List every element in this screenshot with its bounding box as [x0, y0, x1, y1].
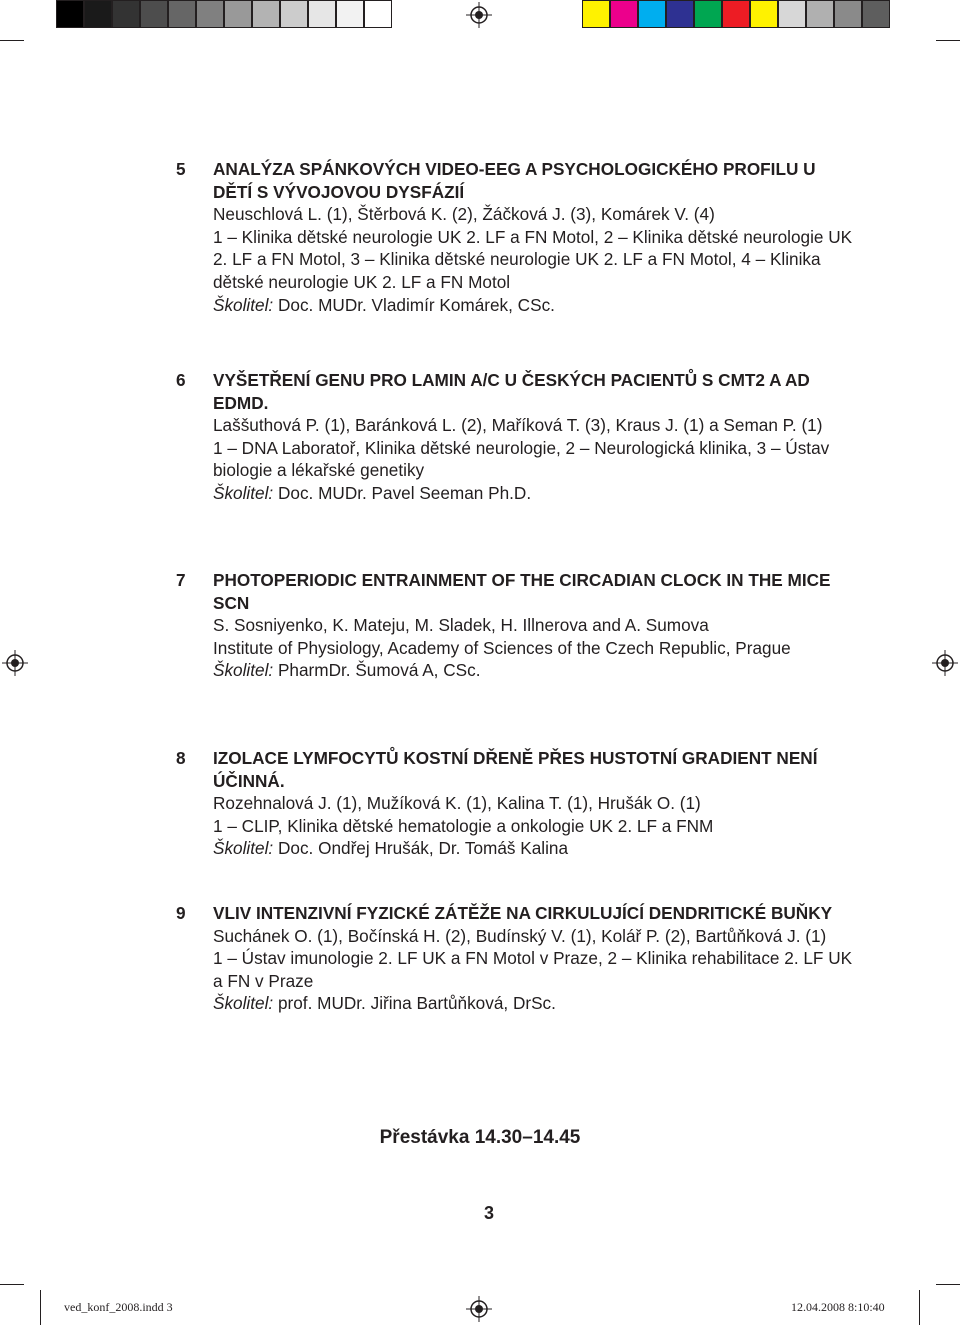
entry-authors: Neuschlová L. (1), Štěrbová K. (2), Žáčková J. (3), Komárek V. (4)	[213, 204, 715, 225]
program-entry	[176, 747, 856, 860]
entry-supervisor	[213, 294, 856, 317]
program-entry	[176, 158, 856, 316]
color-swatch	[694, 0, 722, 28]
entry-affiliation: 1 – Klinika dětské neurologie UK 2. LF a FN Motol, 2 – Klinika dětské neurologie UK 2. LF a FN Motol, 3 – Klinika dětské neurologie UK 2. LF a FN Motol, 4 – Klinika dětské neurologie UK 2. LF a FN Motol	[213, 226, 853, 292]
supervisor-name: prof. MUDr. Jiřina Bartůňková, DrSc.	[277, 993, 556, 1014]
entry-title: VYŠETŘENÍ GENU PRO LAMIN A/C U ČESKÝCH PACIENTŮ S CMT2 A AD EDMD.	[213, 370, 810, 413]
color-swatch	[336, 0, 364, 28]
color-swatch	[252, 0, 280, 28]
supervisor-label: Školitel:	[213, 660, 274, 681]
entry-title: IZOLACE LYMFOCYTŮ KOSTNÍ DŘENĚ PŘES HUSTOTNÍ GRADIENT NENÍ ÚČINNÁ.	[213, 748, 818, 791]
entry-affiliation: 1 – CLIP, Klinika dětské hematologie a onkologie UK 2. LF a FNM	[213, 815, 714, 836]
supervisor-label: Školitel:	[213, 294, 274, 315]
color-swatch	[112, 0, 140, 28]
entry-title: VLIV INTENZIVNÍ FYZICKÉ ZÁTĚŽE NA CIRKULUJÍCÍ DENDRITICKÉ BUŇKY	[213, 903, 833, 923]
slug-filename: ved_konf_2008.indd 3	[64, 1300, 173, 1314]
page-number: 3	[483, 1203, 494, 1223]
trim-mark	[40, 1290, 41, 1325]
color-swatch	[84, 0, 112, 28]
supervisor-label: Školitel:	[213, 993, 274, 1014]
entry-number: 9	[176, 903, 186, 923]
entry-supervisor	[213, 482, 856, 505]
entry-authors: Laššuthová P. (1), Baránková L. (2), Maříková T. (3), Kraus J. (1) a Seman P. (1)	[213, 415, 823, 436]
color-swatch	[834, 0, 862, 28]
entry-supervisor	[213, 837, 856, 860]
entry-title: PHOTOPERIODIC ENTRAINMENT OF THE CIRCADIAN CLOCK IN THE MICE SCN	[213, 570, 831, 613]
entry-number: 6	[176, 370, 186, 390]
entry-authors: S. Sosniyenko, K. Mateju, M. Sladek, H. Illnerova and A. Sumova	[213, 615, 709, 636]
color-swatch	[666, 0, 694, 28]
grayscale-color-bar	[56, 0, 392, 30]
entry-affiliation: 1 – Ústav imunologie 2. LF UK a FN Motol v Praze, 2 – Klinika rehabilitace 2. LF UK a FN v Praze	[213, 948, 853, 991]
program-entry	[176, 369, 856, 505]
color-swatch	[280, 0, 308, 28]
process-color-bar	[582, 0, 890, 30]
color-swatch	[168, 0, 196, 28]
entry-authors: Rozehnalová J. (1), Mužíková K. (1), Kalina T. (1), Hrušák O. (1)	[213, 793, 701, 814]
trim-mark	[936, 40, 960, 41]
entry-affiliation: 1 – DNA Laboratoř, Klinika dětské neurologie, 2 – Neurologická klinika, 3 – Ústav biologie a lékařské genetiky	[213, 437, 830, 481]
color-swatch	[806, 0, 834, 28]
registration-mark-icon	[932, 650, 958, 676]
registration-mark-icon	[466, 1296, 492, 1322]
registration-mark-icon	[466, 2, 492, 28]
program-entry	[176, 569, 856, 682]
color-swatch	[610, 0, 638, 28]
color-swatch	[364, 0, 392, 28]
entry-supervisor	[213, 659, 856, 682]
supervisor-label: Školitel:	[213, 482, 274, 503]
color-swatch	[778, 0, 806, 28]
program-entry	[176, 902, 856, 1015]
trim-mark	[936, 1284, 960, 1285]
color-swatch	[638, 0, 666, 28]
color-swatch	[140, 0, 168, 28]
supervisor-name: PharmDr. Šumová A, CSc.	[277, 660, 481, 681]
entry-number: 8	[176, 748, 186, 768]
supervisor-name: Doc. MUDr. Pavel Seeman Ph.D.	[277, 482, 532, 503]
entry-supervisor	[213, 992, 856, 1015]
supervisor-name: Doc. Ondřej Hrušák, Dr. Tomáš Kalina	[277, 838, 569, 859]
supervisor-label: Školitel:	[213, 838, 274, 859]
color-swatch	[582, 0, 610, 28]
color-swatch	[308, 0, 336, 28]
trim-mark	[0, 1284, 24, 1285]
break-heading: Přestávka 14.30–14.45	[379, 1127, 581, 1148]
color-swatch	[722, 0, 750, 28]
trim-mark	[0, 40, 24, 41]
color-swatch	[862, 0, 890, 28]
entry-number: 7	[176, 570, 186, 590]
slug-timestamp: 12.04.2008 8:10:40	[791, 1300, 885, 1314]
color-swatch	[750, 0, 778, 28]
entry-number: 5	[176, 159, 186, 179]
color-swatch	[224, 0, 252, 28]
trim-mark	[919, 1290, 920, 1325]
supervisor-name: Doc. MUDr. Vladimír Komárek, CSc.	[277, 294, 555, 315]
registration-mark-icon	[2, 650, 28, 676]
entry-authors: Suchánek O. (1), Bočínská H. (2), Budínský V. (1), Kolář P. (2), Bartůňková J. (1)	[213, 925, 827, 946]
color-swatch	[196, 0, 224, 28]
entry-title: ANALÝZA SPÁNKOVÝCH VIDEO-EEG A PSYCHOLOGICKÉHO PROFILU U DĚTÍ S VÝVOJOVOU DYSFÁZIÍ	[213, 159, 816, 202]
color-swatch	[56, 0, 84, 28]
entry-affiliation: Institute of Physiology, Academy of Sciences of the Czech Republic, Prague	[213, 637, 791, 658]
